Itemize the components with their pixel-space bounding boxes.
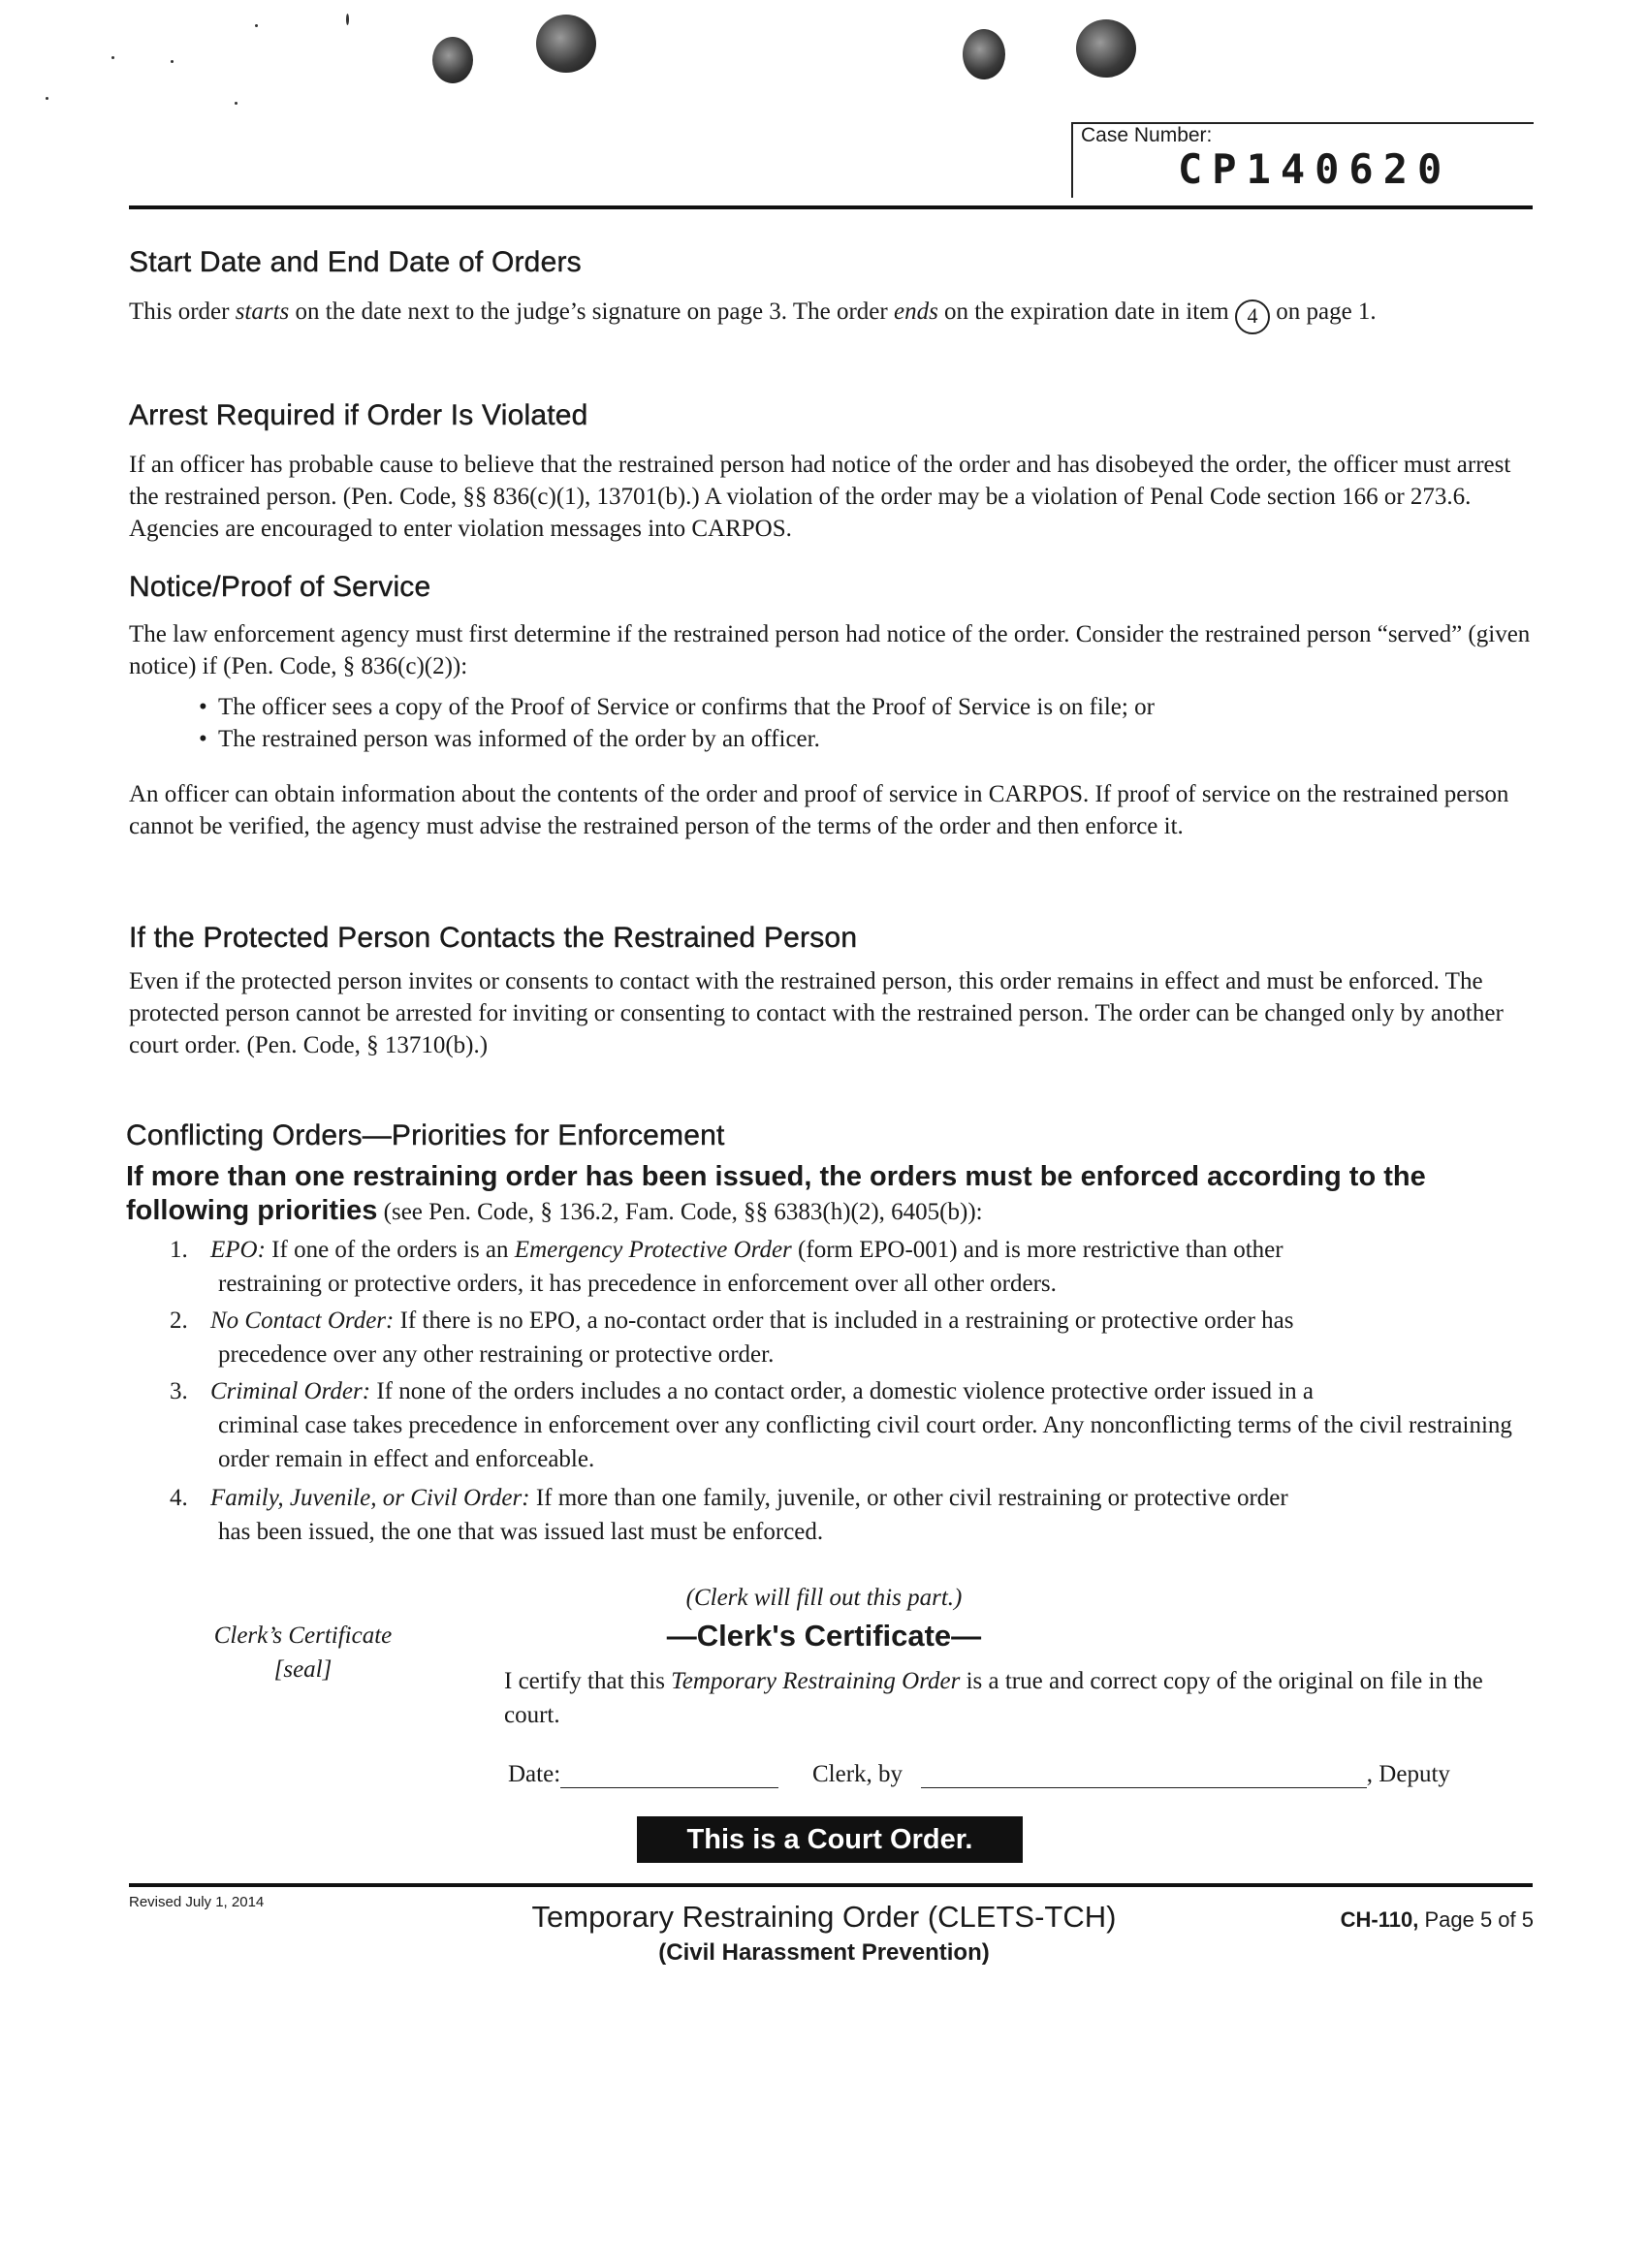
hole-punch-3 [963,29,1005,79]
item-number-circle: 4 [1235,299,1270,334]
section-title-start-end: Start Date and End Date of Orders [129,246,582,278]
date-line: Date: [508,1761,778,1788]
hole-punch-1 [432,37,473,83]
section-title-arrest: Arrest Required if Order Is Violated [129,399,588,431]
scan-speck [235,102,238,105]
header-rule [129,205,1533,209]
scan-speck [346,14,349,25]
section-title-contact: If the Protected Person Contacts the Restrained Person [129,922,858,954]
hole-punch-2 [536,15,596,73]
form-subtitle: (Civil Harassment Prevention) [658,1939,990,1966]
footer-rule [129,1883,1533,1887]
notice-intro: The law enforcement agency must first determine if the restrained person had notice of the order. Consider the restrained person “served” (given notice) if (Pen. Code, § 836(c)(2)): [129,621,1531,679]
priority-item-3: 3. Criminal Order: If none of the orders includes a no contact order, a domestic violence protective order issued in a criminal case takes precedence in enforcement over any conflicting civil court order. Any nonconflicting terms of the civil restraining order remain in effect and enforceable. [170,1378,1512,1472]
notice-outro: An officer can obtain information about the contents of the order and proof of service in CARPOS. If proof of service on the restrained person cannot be verified, the agency must advise the restrained person of the terms of the order and then enforce it. [129,781,1509,839]
scan-speck [46,97,48,100]
notice-bullet-2: • The restrained person was informed of the order by an officer. [199,726,820,752]
case-number-box [1071,122,1534,198]
clerk-certificate-body: I certify that this Temporary Restraining Order is a true and correct copy of the original on file in the court. [504,1668,1483,1728]
clerk-fill-note: (Clerk will fill out this part.) [685,1585,963,1611]
priority-item-2: 2. No Contact Order: If there is no EPO, a no-contact order that is included in a restraining or protective order has precedence over any other restraining or protective order. [170,1307,1294,1368]
priority-item-4: 4. Family, Juvenile, or Civil Order: If more than one family, juvenile, or other civil restraining or protective order has been issued, the one that was issued last must be enforced. [170,1485,1288,1545]
contact-text: Even if the protected person invites or consents to contact with the restrained person, this order remains in effect and must be enforced. The protected person cannot be arrested for inviting or consenting to contact with the restrained person. The order can be changed only by another court order. (Pen. Code, § 13710(b).) [129,968,1504,1058]
priority-item-1: 1. EPO: If one of the orders is an Emergency Protective Order (form EPO-001) and is more restrictive than other restraining or protective orders, it has precedence in enforcement over all other orders. [170,1237,1284,1297]
section-title-notice: Notice/Proof of Service [129,571,431,603]
revised-date: Revised July 1, 2014 [129,1894,265,1910]
form-title: Temporary Restraining Order (CLETS-TCH) [531,1900,1117,1934]
court-order-badge: This is a Court Order. [637,1816,1023,1863]
conflict-lead: If more than one restraining order has been issued, the orders must be enforced according to the following priorities (see Pen. Code, § 136.2, Fam. Code, §§ 6383(h)(2), 6405(b)): [126,1161,1426,1226]
arrest-text: If an officer has probable cause to believe that the restrained person had notice of the order and has disobeyed the order, the officer must arrest the restrained person. (Pen. Code, §§ 836(c)(1), 13701(b).) A violation of the order may be a violation of Penal Code section 166 or 273.6. Agencies are encouraged to enter violation messages into CARPOS. [129,452,1511,542]
start-end-text: This order starts on the date next to the judge’s signature on page 3. The order ends on the expiration date in item 4 on page 1. [129,296,1533,334]
scan-speck [255,24,258,27]
section-title-conflict: Conflicting Orders—Priorities for Enforcement [126,1119,725,1151]
clerk-signature-field[interactable] [921,1762,1367,1788]
clerk-by-line: Clerk, by , Deputy [812,1761,1450,1787]
form-page-number: CH-110, Page 5 of 5 [1340,1907,1534,1932]
case-number-value: CP140620 [1178,145,1452,193]
scan-speck [111,56,114,59]
clerk-certificate-title: —Clerk's Certificate— [666,1619,982,1653]
case-number-label: Case Number: [1081,124,1213,146]
hole-punch-4 [1076,19,1136,78]
notice-bullet-1: • The officer sees a copy of the Proof of Service or confirms that the Proof of Service is on file; or [199,694,1155,720]
date-field[interactable] [560,1762,778,1788]
scan-speck [171,60,174,63]
clerk-certificate-side-label: Clerk’s Certificate [seal] [213,1622,393,1683]
